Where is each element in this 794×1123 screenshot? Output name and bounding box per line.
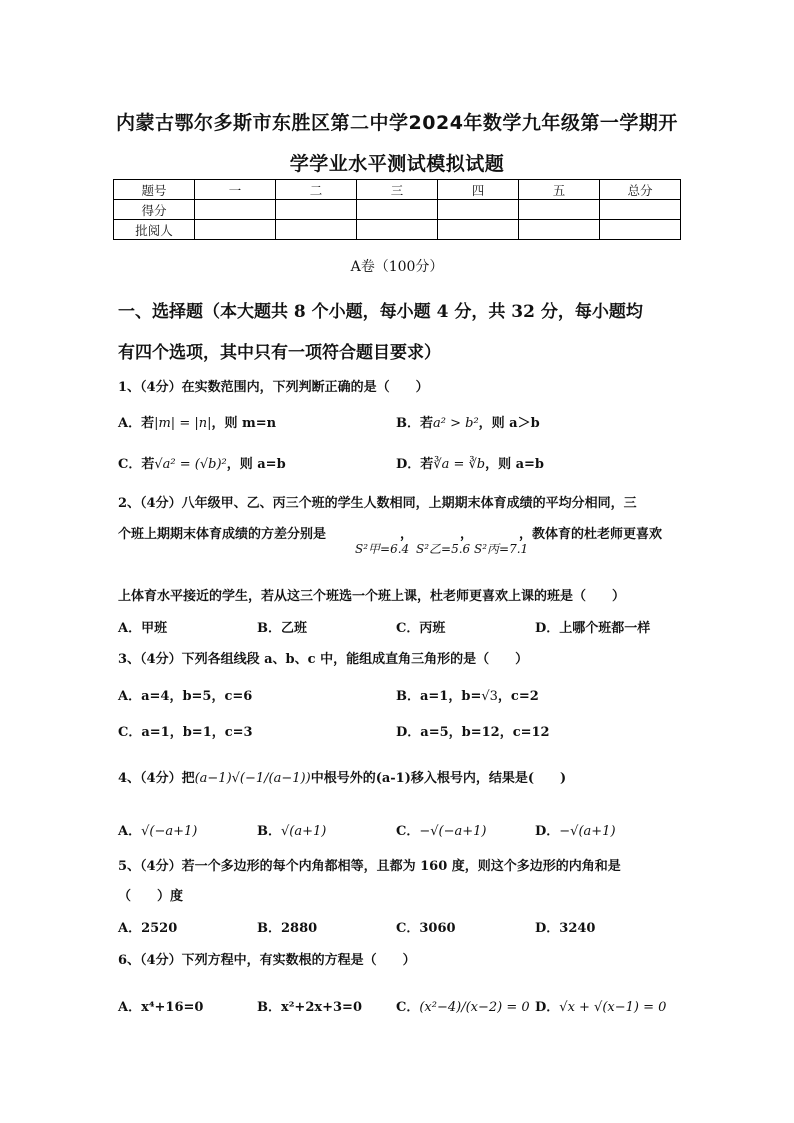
paper-a-heading: A卷（100分） [350, 259, 444, 275]
q1-stem: 1、（4分）在实数范围内，下列判断正确的是（ ） [118, 380, 429, 395]
q2-option-b: B．乙班 [257, 621, 307, 636]
page-title-line2: 学学业水平测试模拟试题 [289, 153, 505, 175]
q6-option-c: C．(x²−4)/(x−2) = 0 [396, 1000, 530, 1015]
score-cell [600, 200, 681, 220]
score-table-header: 三 [357, 180, 438, 200]
q2-variance-3: S²丙=7.1 [474, 542, 529, 556]
q3-option-c: C．a=1，b=1，c=3 [118, 725, 253, 740]
q5-stem-line2: （ ）度 [118, 889, 184, 904]
score-cell [438, 220, 519, 240]
q3-option-b: B．a=1，b=√3，c=2 [396, 689, 539, 704]
q2-variance-2: S²乙=5.6 [416, 542, 471, 556]
score-table-header-row [114, 180, 681, 200]
score-cell [195, 220, 276, 240]
q2-variance-1: S²甲=6.4 [355, 542, 410, 556]
page-title-line1: 内蒙古鄂尔多斯市东胜区第二中学2024年数学九年级第一学期开 [116, 112, 678, 134]
q6-option-b: B．x²+2x+3=0 [257, 1000, 362, 1015]
score-cell [519, 200, 600, 220]
q5-option-d: D．3240 [535, 921, 596, 936]
section-heading-line1: 一、选择题（本大题共 8 个小题，每小题 4 分，共 32 分，每小题均 [118, 302, 643, 322]
score-table-header: 一 [195, 180, 276, 200]
q4-a-math: √(−a+1) [141, 824, 198, 839]
score-table [113, 179, 681, 240]
q2-stem-line1: 2、（4分）八年级甲、乙、丙三个班的学生人数相同，上期期末体育成绩的平均分相同，三 [118, 496, 637, 511]
q6-stem: 6、（4分）下列方程中，有实数根的方程是（ ） [118, 953, 416, 968]
score-cell [276, 200, 357, 220]
score-cell [519, 220, 600, 240]
score-table-header: 五 [519, 180, 600, 200]
score-cell [438, 200, 519, 220]
q1-b-math: a² > b² [433, 416, 479, 431]
q1-c-math: √a² = (√b)² [154, 457, 227, 472]
q2-comma-1: ， [400, 527, 414, 542]
q4-d-math: −√(a+1) [559, 824, 616, 839]
score-table-header: 题号 [114, 180, 195, 200]
score-table-header: 总分 [600, 180, 681, 200]
q3-stem: 3、（4分）下列各组线段 a、b、c 中，能组成直角三角形的是（ ） [118, 652, 529, 667]
q1-a-math: |m| = |n| [154, 416, 212, 431]
q2-stem-line2-post: ，教体育的杜老师更喜欢 [519, 527, 663, 542]
score-row-label: 得分 [114, 200, 195, 220]
q3-option-d: D．a=5，b=12，c=12 [396, 725, 550, 740]
q5-stem-line1: 5、（4分）若一个多边形的每个内角都相等，且都为 160 度，则这个多边形的内角和是 [118, 859, 621, 874]
q1-option-d: D．若∛a = ∛b，则 a=b [396, 457, 545, 472]
score-cell [357, 200, 438, 220]
q4-c-math: −√(−a+1) [419, 824, 487, 839]
q1-option-c: C．若√a² = (√b)²，则 a=b [118, 457, 286, 472]
score-table-header: 二 [276, 180, 357, 200]
score-cell [276, 220, 357, 240]
q1-d-math: ∛a = ∛b [433, 457, 486, 472]
q5-option-c: C．3060 [396, 921, 456, 936]
q5-option-a: A．2520 [118, 921, 178, 936]
q5-option-b: B．2880 [257, 921, 318, 936]
q1-option-b: B．若a² > b²，则 a＞b [396, 416, 540, 431]
score-table-header: 四 [438, 180, 519, 200]
q3-option-a: A．a=4，b=5，c=6 [118, 689, 253, 704]
score-table-row [114, 220, 681, 240]
q4-stem: 4、（4分）把(a−1)√(−1/(a−1))中根号外的(a-1)移入根号内，结果是( ) [118, 771, 567, 786]
score-cell [357, 220, 438, 240]
q3-b-math: √3 [481, 689, 498, 704]
q4-b-math: √(a+1) [281, 824, 327, 839]
q2-comma-2: ， [460, 527, 474, 542]
q2-option-d: D．上哪个班都一样 [535, 621, 651, 636]
q4-option-a: A．√(−a+1) [118, 824, 198, 839]
score-cell [195, 200, 276, 220]
q4-option-b: B．√(a+1) [257, 824, 327, 839]
section-heading-line2: 有四个选项，其中只有一项符合题目要求） [118, 343, 441, 363]
q2-option-a: A．甲班 [118, 621, 168, 636]
q2-stem-line2-pre: 个班上期期末体育成绩的方差分别是 [118, 527, 327, 542]
score-table-row [114, 200, 681, 220]
q2-stem-line3: 上体育水平接近的学生，若从这三个班选一个班上课，杜老师更喜欢上课的班是（ ） [118, 589, 626, 604]
q4-math: (a−1)√(−1/(a−1)) [194, 771, 311, 786]
q2-option-c: C．丙班 [396, 621, 446, 636]
q6-option-d: D．√x + √(x−1) = 0 [535, 1000, 667, 1015]
score-row-label: 批阅人 [114, 220, 195, 240]
q6-option-a: A．x⁴+16=0 [118, 1000, 204, 1015]
q4-option-d: D．−√(a+1) [535, 824, 616, 839]
q4-option-c: C．−√(−a+1) [396, 824, 487, 839]
score-cell [600, 220, 681, 240]
q1-option-a: A．若|m| = |n|，则 m=n [118, 416, 277, 431]
q6-d-math: √x + √(x−1) = 0 [559, 1000, 667, 1015]
q6-c-math: (x²−4)/(x−2) = 0 [419, 1000, 530, 1015]
